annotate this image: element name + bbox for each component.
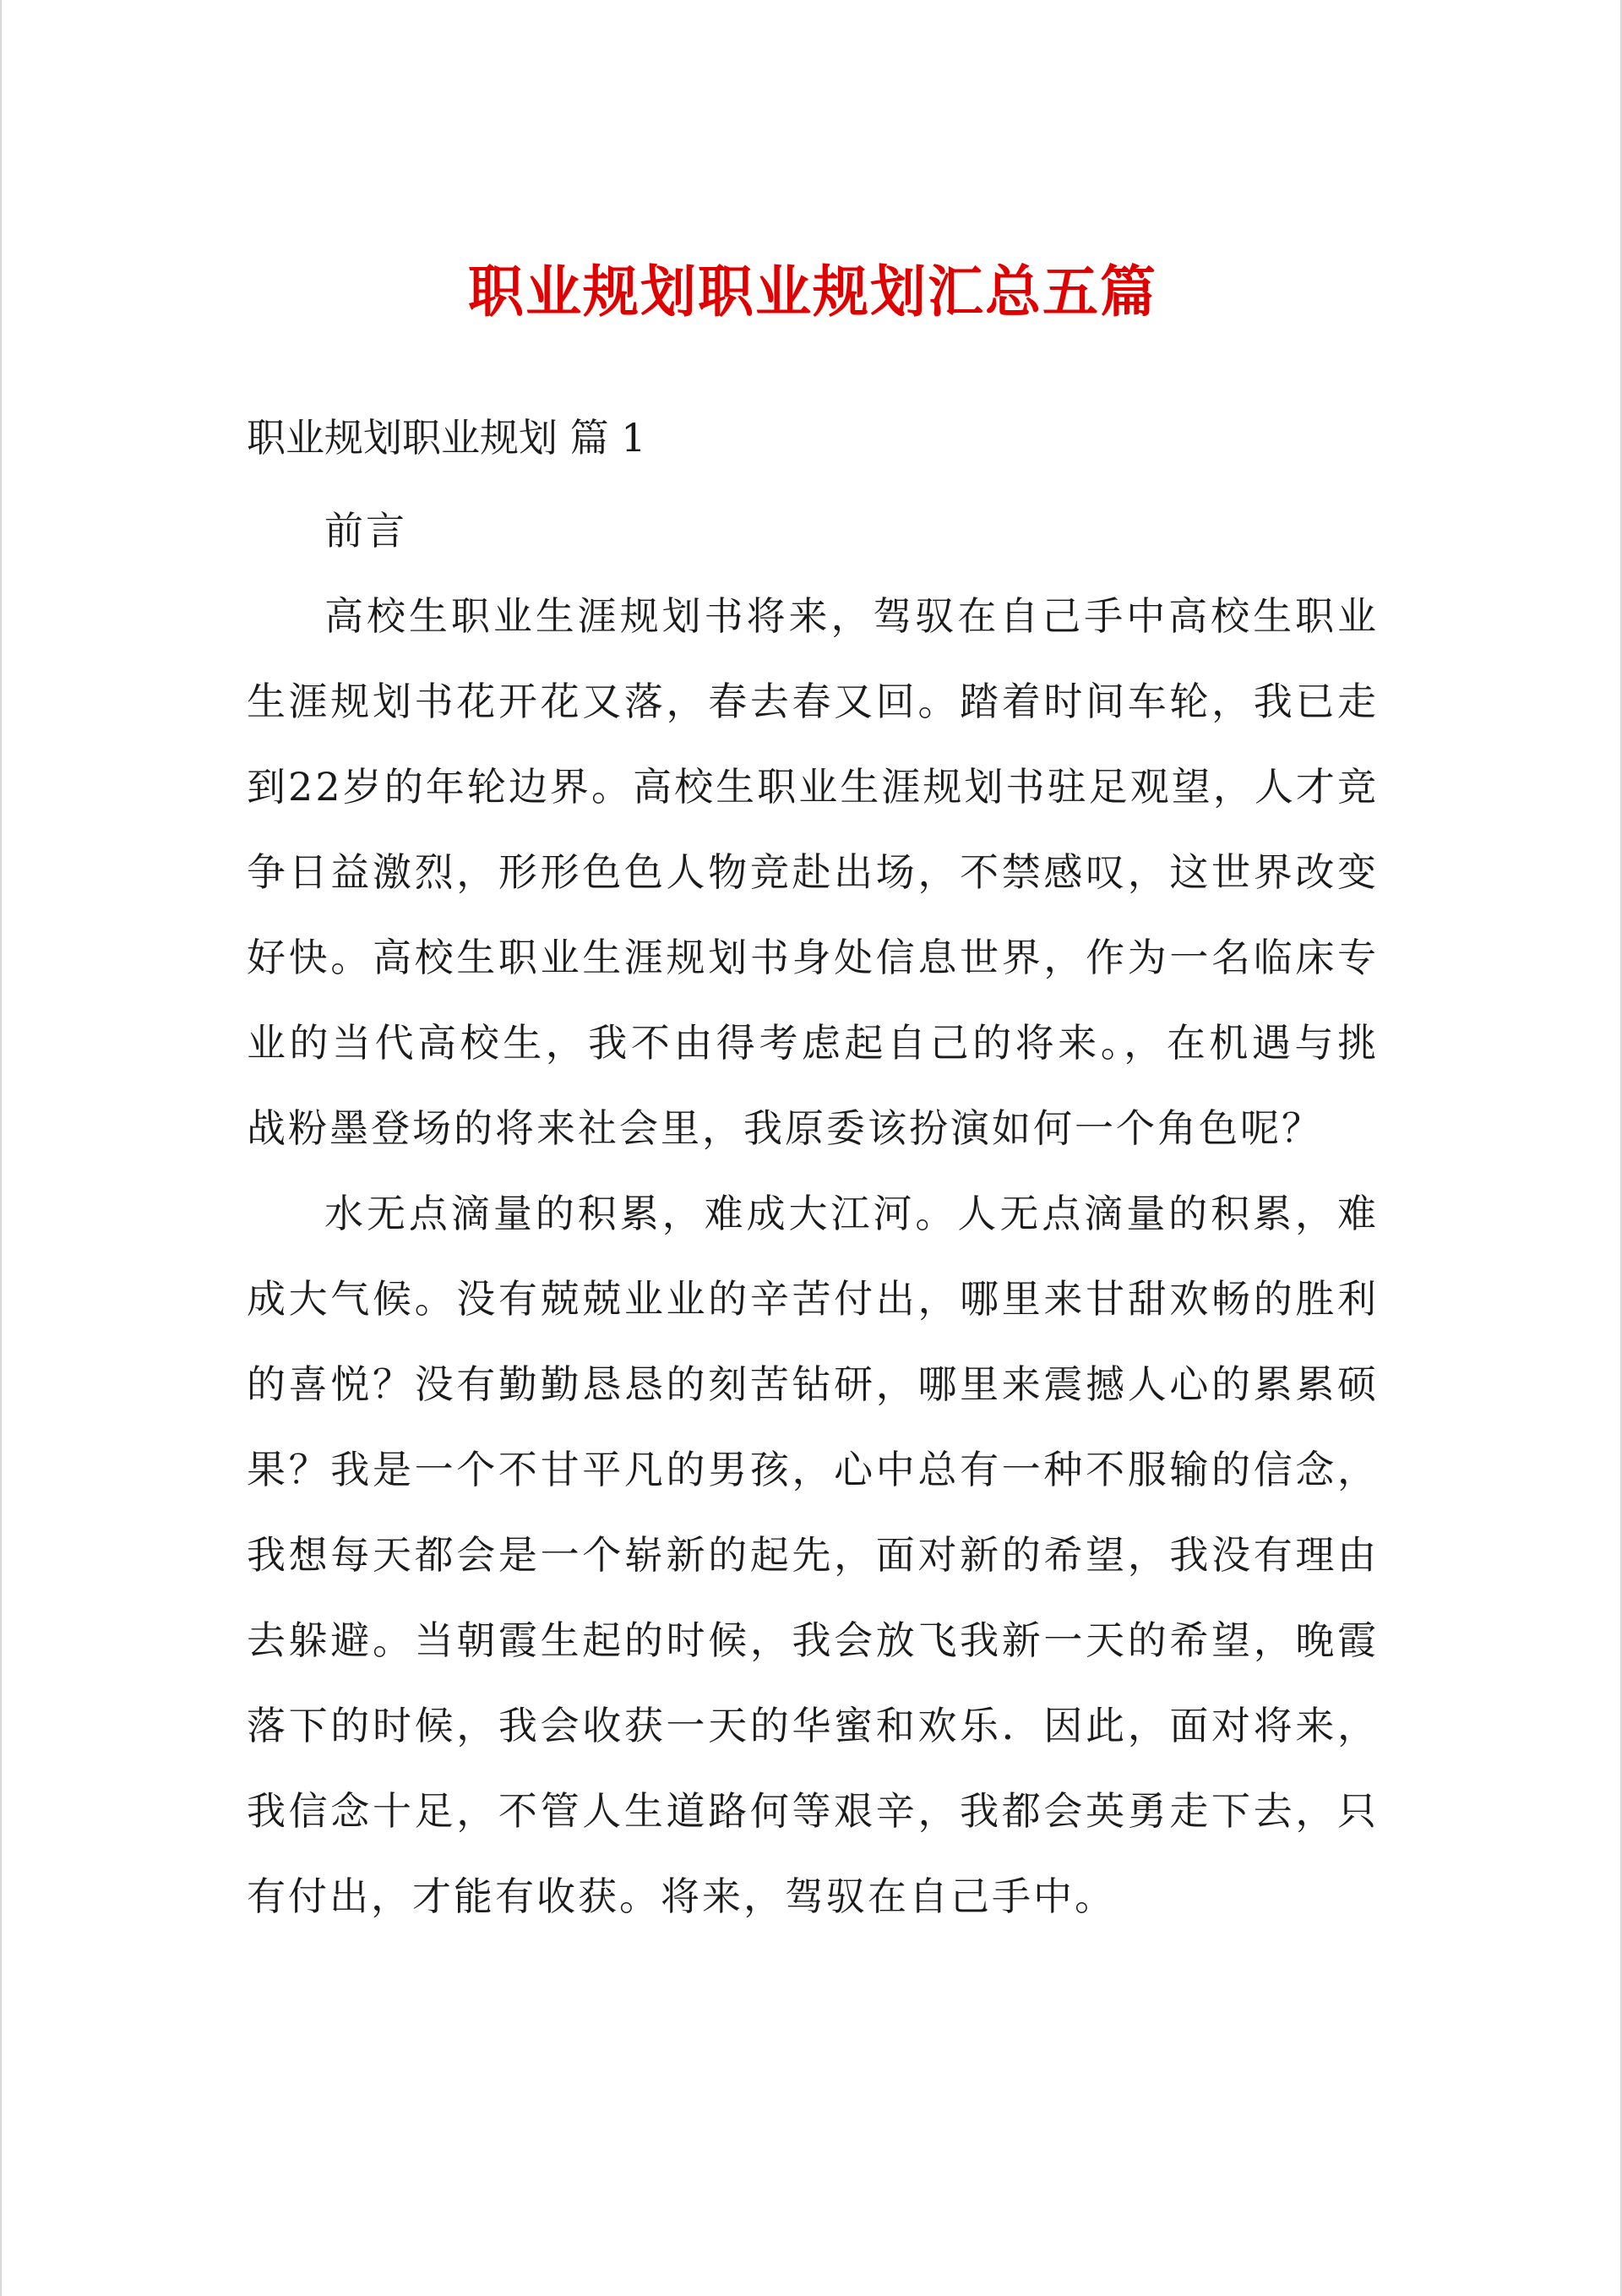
paragraph: 水无点滴量的积累，难成大江河。人无点滴量的积累，难成大气候。没有兢兢业业的辛苦付出，哪里来甘甜欢畅的胜利的喜悦？没有勤勤恳恳的刻苦钻研，哪里来震撼人心的累累硕果？我是一个不甘平凡的男孩，心中总有一种不服输的信念，我想每天都会是一个崭新的起先，面对新的希望，我没有理由去躲避。当朝霞生起的时候，我会放飞我新一天的希望，晚霞落下的时候，我会收获一天的华蜜和欢乐．因此，面对将来，我信念十足，不管人生道路何等艰辛，我都会英勇走下去，只有付出，才能有收获。将来，驾驭在自己手中。 (247, 1191, 1379, 1919)
paragraph-preface: 前言 (324, 508, 407, 554)
document-title: 职业规划职业规划汇总五篇 (468, 259, 1157, 324)
section-heading: 职业规划职业规划 篇 1 (247, 415, 646, 461)
document-body (247, 488, 1379, 1939)
paragraph: 高校生职业生涯规划书将来，驾驭在自己手中高校生职业生涯规划书花开花又落，春去春又回。踏着时间车轮，我已走到22岁的年轮边界。高校生职业生涯规划书驻足观望，人才竞争日益激烈，形形色色人物竞赴出场，不禁感叹，这世界改变好快。高校生职业生涯规划书身处信息世界，作为一名临床专业的当代高校生，我不由得考虑起自己的将来。，在机遇与挑战粉墨登场的将来社会里，我原委该扮演如何一个角色呢？ (247, 593, 1379, 1151)
